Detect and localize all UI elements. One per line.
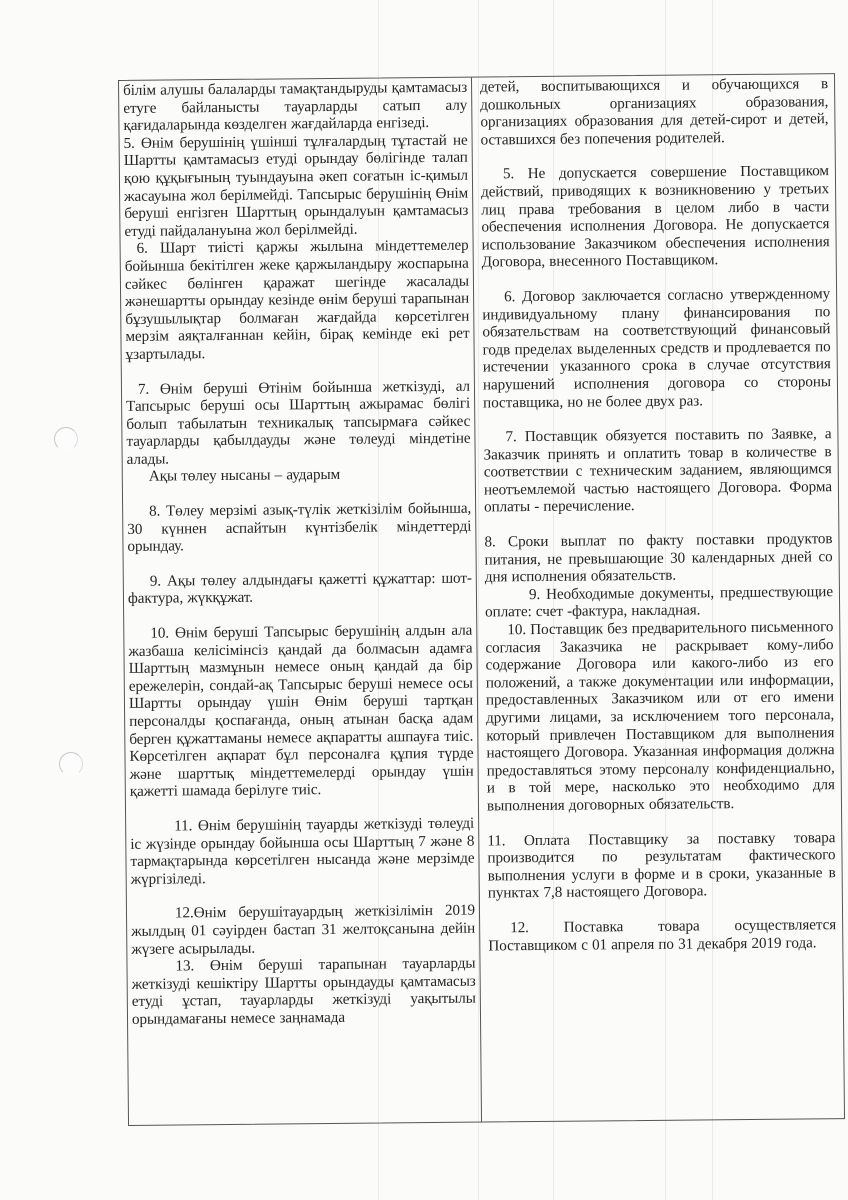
kk-clause-9: 9. Ақы төлеу алдындағы қажетті құжаттар: шот-фактура, жүкқұжат.	[127, 569, 472, 608]
kk-clause-8: 8. Төлеу мерзімі азық-түлік жеткізілім бойынша, 30 күннен аспайтын күнтізбелік міндеттерді орындау.	[127, 499, 472, 556]
ru-clause-7: 7. Поставщик обязуется поставить по Заявке, а Заказчик принять и оплатить товар в количестве в соответствии с техническим заданием, являющимся неотъемлемой частью настоящего Договора. Форма оплаты - перечисление.	[483, 425, 833, 516]
punch-hole-icon	[59, 752, 83, 776]
ru-clause-9: 9. Необходимые документы, предшествующие оплате: счет -фактура, накладная.	[485, 583, 834, 621]
ru-clause-12: 12. Поставка товара осуществляется Поставщиком с 01 апреля по 31 декабря 2019 года.	[488, 916, 837, 955]
kk-clause-13: 13. Өнім беруші тарапынан тауарларды жеткізуді кешіктіру Шартты орындауды қамтамасыз етуді ұстап, тауарларды жеткізуді уақытылы орындамағаны немесе заңнамада	[131, 954, 476, 1028]
ru-clause-11: 11. Оплата Поставщику за поставку товара производится по результатам фактического выполнения услуги в форме и в сроки, указанные в пунктах 7,8 настоящего Договора.	[487, 828, 836, 902]
russian-column	[472, 74, 844, 1121]
ru-clause-5: 5. Не допускается совершение Поставщиком действий, приводящих к возникновению у третьих лиц права требования в целом либо в части обеспечения исполнения Договора. Не допускается использование Заказчиком обеспечения исполнения Договора, внесенного Поставщиком.	[481, 162, 830, 271]
kk-clause-10: 10. Өнім беруші Тапсырыс берушінің алдын ала жазбаша келісімінсіз қандай да болмасын адамға Шарттың мазмұнын немесе оның қандай да бір ережелерін, сондай-ақ Тапсырыс беруші немесе осы Шартты орындау үшін Өнім беруші тартқан персоналды қоспағанда, оның атынан басқа адам берген құжаттаманы немесе ақпаратты ашпауға тиіс. Көрсетілген ақпарат бұл персоналға құпия түрде және шарттық міндеттемелерді орындау үшін қажетті шамада берілуге тиіс.	[128, 621, 474, 801]
kazakh-column	[119, 78, 482, 1125]
kk-clause-11: 11. Өнім берушінің тауарды жеткізуді төлеуді іс жүзінде орындау бойынша осы Шарттың 7 және 8 тармақтарында көрсетілген нысанда және мерзімде жүргізіледі.	[130, 814, 475, 888]
ru-clause-10: 10. Поставщик без предварительного письменного согласия Заказчика не раскрывает кому-либо содержание Договора или какого-либо из его положений, а также документации или информации, предоставленных Заказчиком или от его имени другими лицами, за исключением того персонала, который привлечен Поставщиком для выполнения настоящего Договора. Указанная информация должна предоставляться этому персоналу конфиденциально, и в той мере, насколько это необходимо для выполнения договорных обязательств.	[485, 618, 835, 815]
bilingual-contract-table	[118, 73, 845, 1126]
punch-hole-icon	[54, 427, 78, 451]
kk-payment-form: Ақы төлеу нысаны – аударым	[148, 466, 341, 486]
kk-clause-12: 12.Өнім берушітауардың жеткізілімін 2019 жылдың 01 сәуірден бастап 31 желтоқсанына дейін жүзеге асырылады.	[131, 901, 476, 958]
kk-clause-4-continuation: білім алушы балаларды тамақтандыруды қамтамасыз етуге байланысты тауарларды сатып алу қағидаларында көзделген жағдайларда енгізеді.	[123, 78, 468, 135]
ru-clause-4-continuation: детей, воспитывающихся и обучающихся в дошкольных организациях образования, организациях образования для детей-сирот и детей, оставшихся без попечения родителей.	[480, 75, 829, 149]
kk-clause-6: 6. Шарт тиісті қаржы жылына міндеттемелер бойынша бекітілген жеке қаржыландыру жоспарына сәйкес бөлінген қаражат шегінде жасалады жәнешартты орындау кезінде өнім беруші тарапынан бұзушылықтар болмаған жағдайда көрсетілген мерзім аяқталғаннан кейін, бірақ кемінде екі рет ұзартылады.	[124, 236, 470, 363]
ru-clause-6: 6. Договор заключается согласно утвержденному индивидуальному плану финансирования по обязательствам на соответствующий финансовый годв пределах выделенных средств и продлевается по истечении указанного срока в случае отсутствия нарушений исполнения договора со стороны поставщика, но не более двух раз.	[482, 285, 832, 412]
kk-clause-5: 5. Өнім берушінің үшінші тұлғалардың тұтастай не Шартты қамтамасыз етуді орындау бөлігінде талап қою құқығының туындауына әкеп соғатын іс-қимыл жасауына жол берілмейді. Тапсырыс берушінің Өнім беруші енгізген Шарттың орындалуын қамтамасыз етуді пайдалануына жол берілмейді.	[123, 131, 469, 240]
ru-clause-8: 8. Сроки выплат по факту поставки продуктов питания, не превышающие 30 календарных дней со дня исполнения обязательств.	[484, 530, 833, 586]
kk-clause-7: 7. Өнім беруші Өтінім бойынша жеткізуді, ал Тапсырыс беруші осы Шарттың ажырамас бөлігі болып табылатын техникалық тапсырмаға сәйкес тауарларды қабылдауды және төлеуді міндетіне алады.	[126, 377, 471, 468]
